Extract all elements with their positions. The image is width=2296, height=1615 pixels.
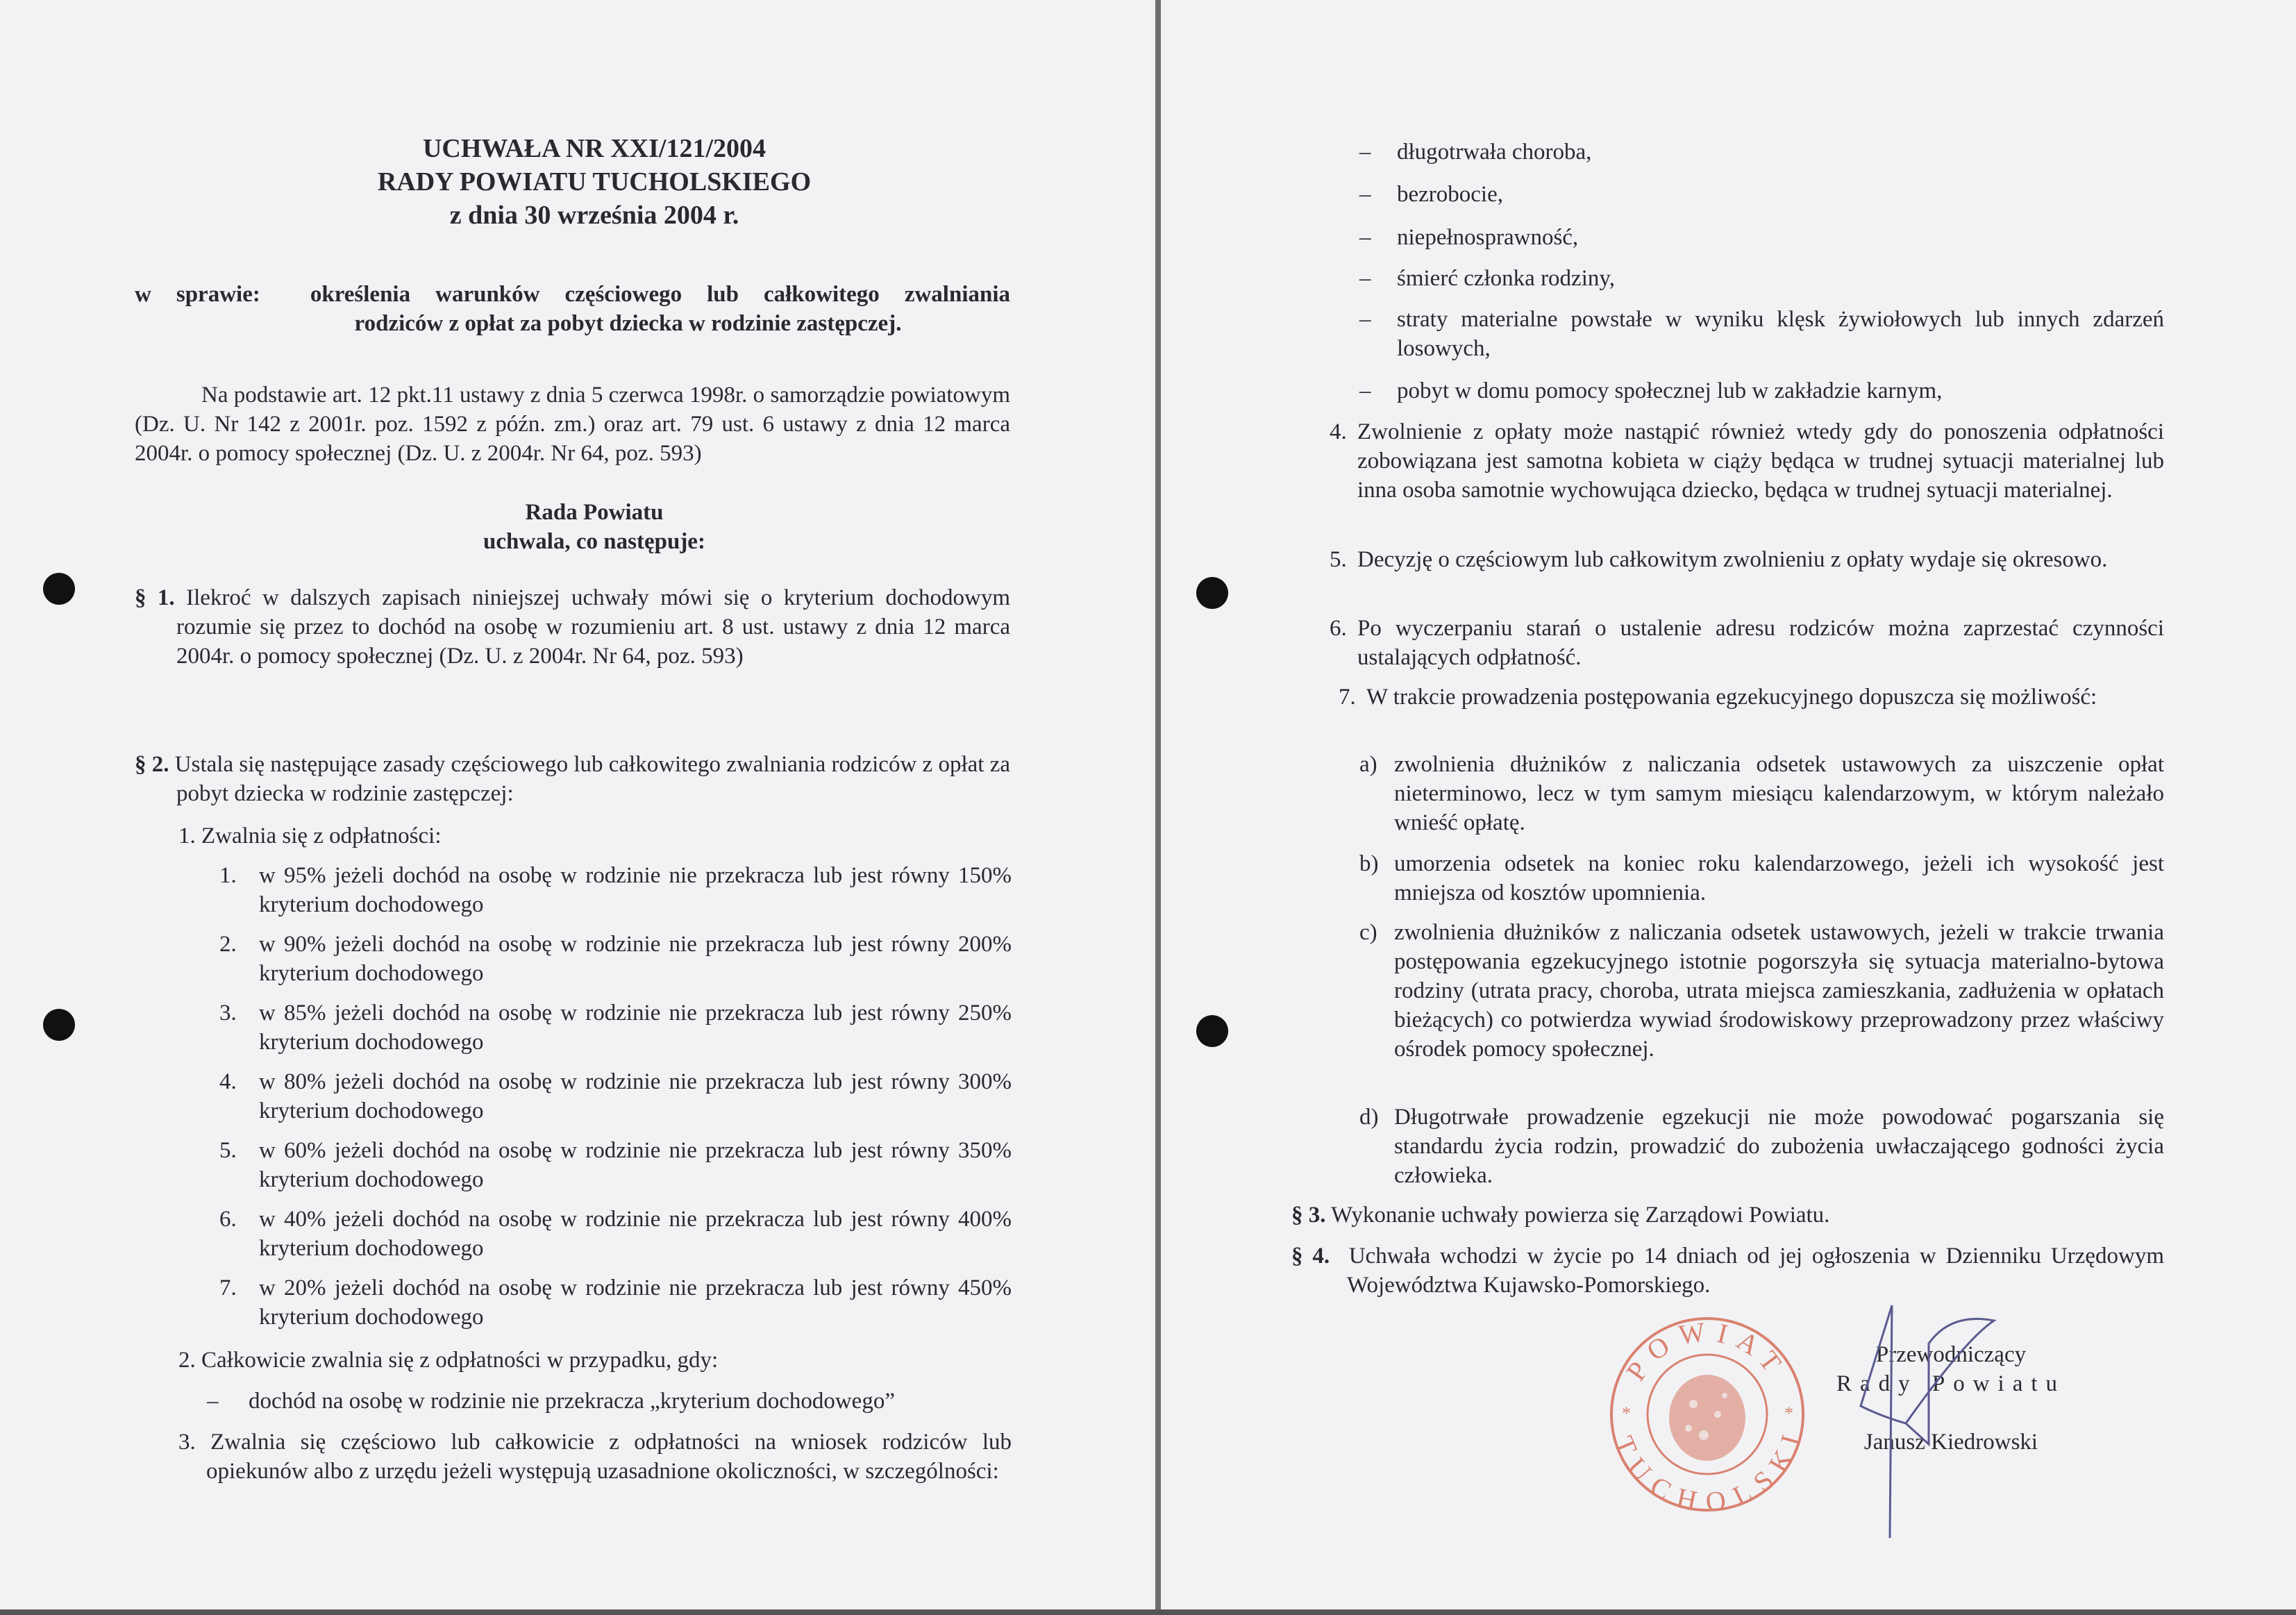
section-3: 3. Zwalnia się częściowo lub całkowicie z odpłatności na wniosek rodziców lub opiekunów albo z urzędu jeżeli występują uzasadnione okoliczności, w szczególności: (178, 1430, 1012, 1484)
paragraph-label: § 2. (135, 752, 169, 777)
signatory-body: Rady Powiatu (1836, 1371, 2066, 1396)
list-item: pobyt w domu pomocy społecznej lub w zakładzie karnym, (1397, 378, 1943, 403)
list-item: w 85% jeżeli dochód na osobę w rodzinie nie przekracza lub jest równy 250% kryterium dochodowego (259, 1001, 1012, 1055)
list-item: Po wyczerpaniu starań o ustalenie adresu rodziców można zaprzestać czynności ustalających odpłatność. (1357, 616, 2164, 670)
sub-item: umorzenia odsetek na koniec roku kalendarzowego, jeżeli ich wysokość jest mniejsza od kosztów upomnienia. (1394, 851, 2164, 905)
paragraph-3 (1291, 1200, 1829, 1230)
document-title (247, 132, 941, 232)
list-item-number: 5. (219, 1138, 237, 1163)
dash: – (1359, 182, 1371, 207)
list-item-number: 2. (219, 932, 237, 957)
title-line: z dnia 30 września 2004 r. (449, 201, 739, 230)
paragraph-text: Wykonanie uchwały powierza się Zarządowi Powiatu. (1331, 1203, 1830, 1228)
subject-text-2: rodziców z opłat za pobyt dziecka w rodzinie zastępczej. (354, 311, 902, 336)
list-item: Decyzję o częściowym lub całkowitym zwolnieniu z opłaty wydaje się okresowo. (1357, 547, 2108, 572)
dash: – (1359, 140, 1371, 165)
list-item-number: 4. (219, 1069, 237, 1094)
paragraph-text: Ustala się następujące zasady częściowego lub całkowitego zwalniania rodziców z opłat za pobyt dziecka w rodzinie zastępczej: (174, 752, 1010, 806)
paragraph-label: § 3. (1291, 1203, 1326, 1228)
list-item: długotrwała choroba, (1397, 140, 1592, 165)
subject (135, 280, 1010, 338)
list-item-number: 5. (1330, 547, 1347, 572)
paragraph-1 (135, 583, 1010, 671)
signatory-role: Przewodniczący (1875, 1342, 2027, 1367)
council-line: Rada Powiatu (525, 500, 664, 525)
list-item-number: 6. (219, 1207, 237, 1232)
punch-hole (1196, 1015, 1228, 1047)
legal-basis: Na podstawie art. 12 pkt.11 ustawy z dnia 5 czerwca 1998r. o samorządzie powiatowym (Dz. U. Nr 142 z 2001r. poz. 1592 z późn. zm.) oraz art. 79 ust. 6 ustawy z dnia 12 marca 2004r. o pomocy społecznej (Dz. U. z 2004r. Nr 64, poz. 593) (135, 383, 1010, 466)
list-item-number: 7. (1339, 685, 1356, 710)
list-item: w 80% jeżeli dochód na osobę w rodzinie nie przekracza lub jest równy 300% kryterium dochodowego (259, 1069, 1012, 1123)
title-line: RADY POWIATU TUCHOLSKIEGO (377, 167, 812, 196)
svg-text:*: * (1622, 1403, 1631, 1423)
paragraph-text: Ilekroć w dalszych zapisach niniejszej uchwały mówi się o kryterium dochodowym rozumie się przez to dochód na osobę w rozumieniu art. 8 ust. ustawy z dnia 12 marca 2004r. o pomocy społecznej (Dz. U. z 2004r. Nr 64, poz. 593) (176, 585, 1010, 669)
list-item: Zwolnienie z opłaty może nastąpić również wtedy gdy do ponoszenia odpłatności zobowiązana jest samotna kobieta w ciąży będąca w trudnej sytuacji materialnej lub inna osoba samotnie wychowująca dziecko, będąca w trudnej sytuacji materialnej. (1357, 419, 2164, 503)
section-2-item: dochód na osobę w rodzinie nie przekracza „kryterium dochodowego” (249, 1389, 895, 1414)
list-item-number: 4. (1330, 419, 1347, 444)
list-item: niepełnosprawność, (1397, 225, 1579, 250)
subject-text: określenia warunków częściowego lub całkowitego zwalniania (310, 282, 1011, 307)
dash: – (1359, 266, 1371, 291)
title-line: UCHWAŁA NR XXI/121/2004 (422, 134, 766, 163)
paragraph-4 (1291, 1241, 2164, 1300)
punch-hole (1196, 577, 1228, 609)
list-item: straty materialne powstałe w wyniku klęsk żywiołowych lub innych zdarzeń losowych, (1397, 307, 2164, 361)
official-stamp (1607, 1314, 1808, 1515)
sub-item-letter: a) (1359, 752, 1377, 777)
stamp-bottom-text: TUCHOLSKI (1608, 1426, 1808, 1515)
section-2: 2. Całkowicie zwalnia się z odpłatności w przypadku, gdy: (178, 1348, 719, 1373)
list-item: W trakcie prowadzenia postępowania egzekucyjnego dopuszcza się możliwość: (1366, 685, 2097, 710)
subject-label: w sprawie: (135, 282, 260, 307)
scan-edge (0, 1609, 2296, 1615)
council-decision (247, 498, 941, 556)
list-item: w 95% jeżeli dochód na osobę w rodzinie nie przekracza lub jest równy 150% kryterium dochodowego (259, 863, 1012, 917)
punch-hole (43, 1009, 75, 1041)
paragraph-2 (135, 750, 1010, 808)
list-item: w 40% jeżeli dochód na osobę w rodzinie nie przekracza lub jest równy 400% kryterium dochodowego (259, 1207, 1012, 1261)
paragraph-text: Uchwała wchodzi w życie po 14 dniach od jej ogłoszenia w Dzienniku Urzędowym Województwa Kujawsko-Pomorskiego. (1347, 1244, 2165, 1298)
svg-text:*: * (1784, 1403, 1793, 1423)
list-item-number: 1. (219, 863, 237, 888)
sub-item: zwolnienia dłużników z naliczania odsetek ustawowych za uiszczenie opłat nieterminowo, lecz w tym samym miesiącu kalendarzowym, w którym należało wnieść opłatę. (1394, 752, 2164, 835)
council-line: uchwala, co następuje: (483, 529, 705, 554)
paragraph-label: § 4. (1291, 1244, 1330, 1269)
page-divider (1155, 0, 1161, 1615)
sub-item-letter: d) (1359, 1105, 1379, 1130)
list-item: bezrobocie, (1397, 182, 1503, 207)
dash: – (1359, 378, 1371, 403)
paragraph-label: § 1. (135, 585, 175, 610)
dash: – (1359, 307, 1371, 332)
signatory-name: Janusz Kiedrowski (1863, 1430, 2038, 1455)
sub-item-letter: b) (1359, 851, 1379, 876)
handwritten-signature (1847, 1298, 2125, 1541)
list-item: w 90% jeżeli dochód na osobę w rodzinie nie przekracza lub jest równy 200% kryterium dochodowego (259, 932, 1012, 986)
list-item: w 60% jeżeli dochód na osobę w rodzinie nie przekracza lub jest równy 350% kryterium dochodowego (259, 1138, 1012, 1192)
list-item-number: 7. (219, 1275, 237, 1300)
section-1: 1. Zwalnia się z odpłatności: (178, 823, 442, 848)
dash: – (207, 1389, 219, 1414)
list-item-number: 6. (1330, 616, 1347, 641)
sub-item: Długotrwałe prowadzenie egzekucji nie może powodować pogarszania się standardu życia rodzin, prowadzić do zubożenia uwłaczającego godności życia człowieka. (1394, 1105, 2164, 1188)
list-item: śmierć członka rodziny, (1397, 266, 1615, 291)
list-item-number: 3. (219, 1001, 237, 1026)
dash: – (1359, 225, 1371, 250)
list-item: w 20% jeżeli dochód na osobę w rodzinie nie przekracza lub jest równy 450% kryterium dochodowego (259, 1275, 1012, 1330)
sub-item: zwolnienia dłużników z naliczania odsetek ustawowych, jeżeli w trakcie trwania postępowania egzekucyjnego istotnie pogorszyła się sytuacja materialno-bytowa rodziny (utrata pracy, choroba, utrata miejsca zamieszkania, zadłużenia w opłatach bieżących) co potwierdza wywiad środowiskowy przeprowadzony przez właściwy ośrodek pomocy społecznej. (1394, 920, 2164, 1062)
sub-item-letter: c) (1359, 920, 1377, 945)
punch-hole (43, 573, 75, 605)
stamp-top-text: POWIAT (1620, 1314, 1794, 1387)
